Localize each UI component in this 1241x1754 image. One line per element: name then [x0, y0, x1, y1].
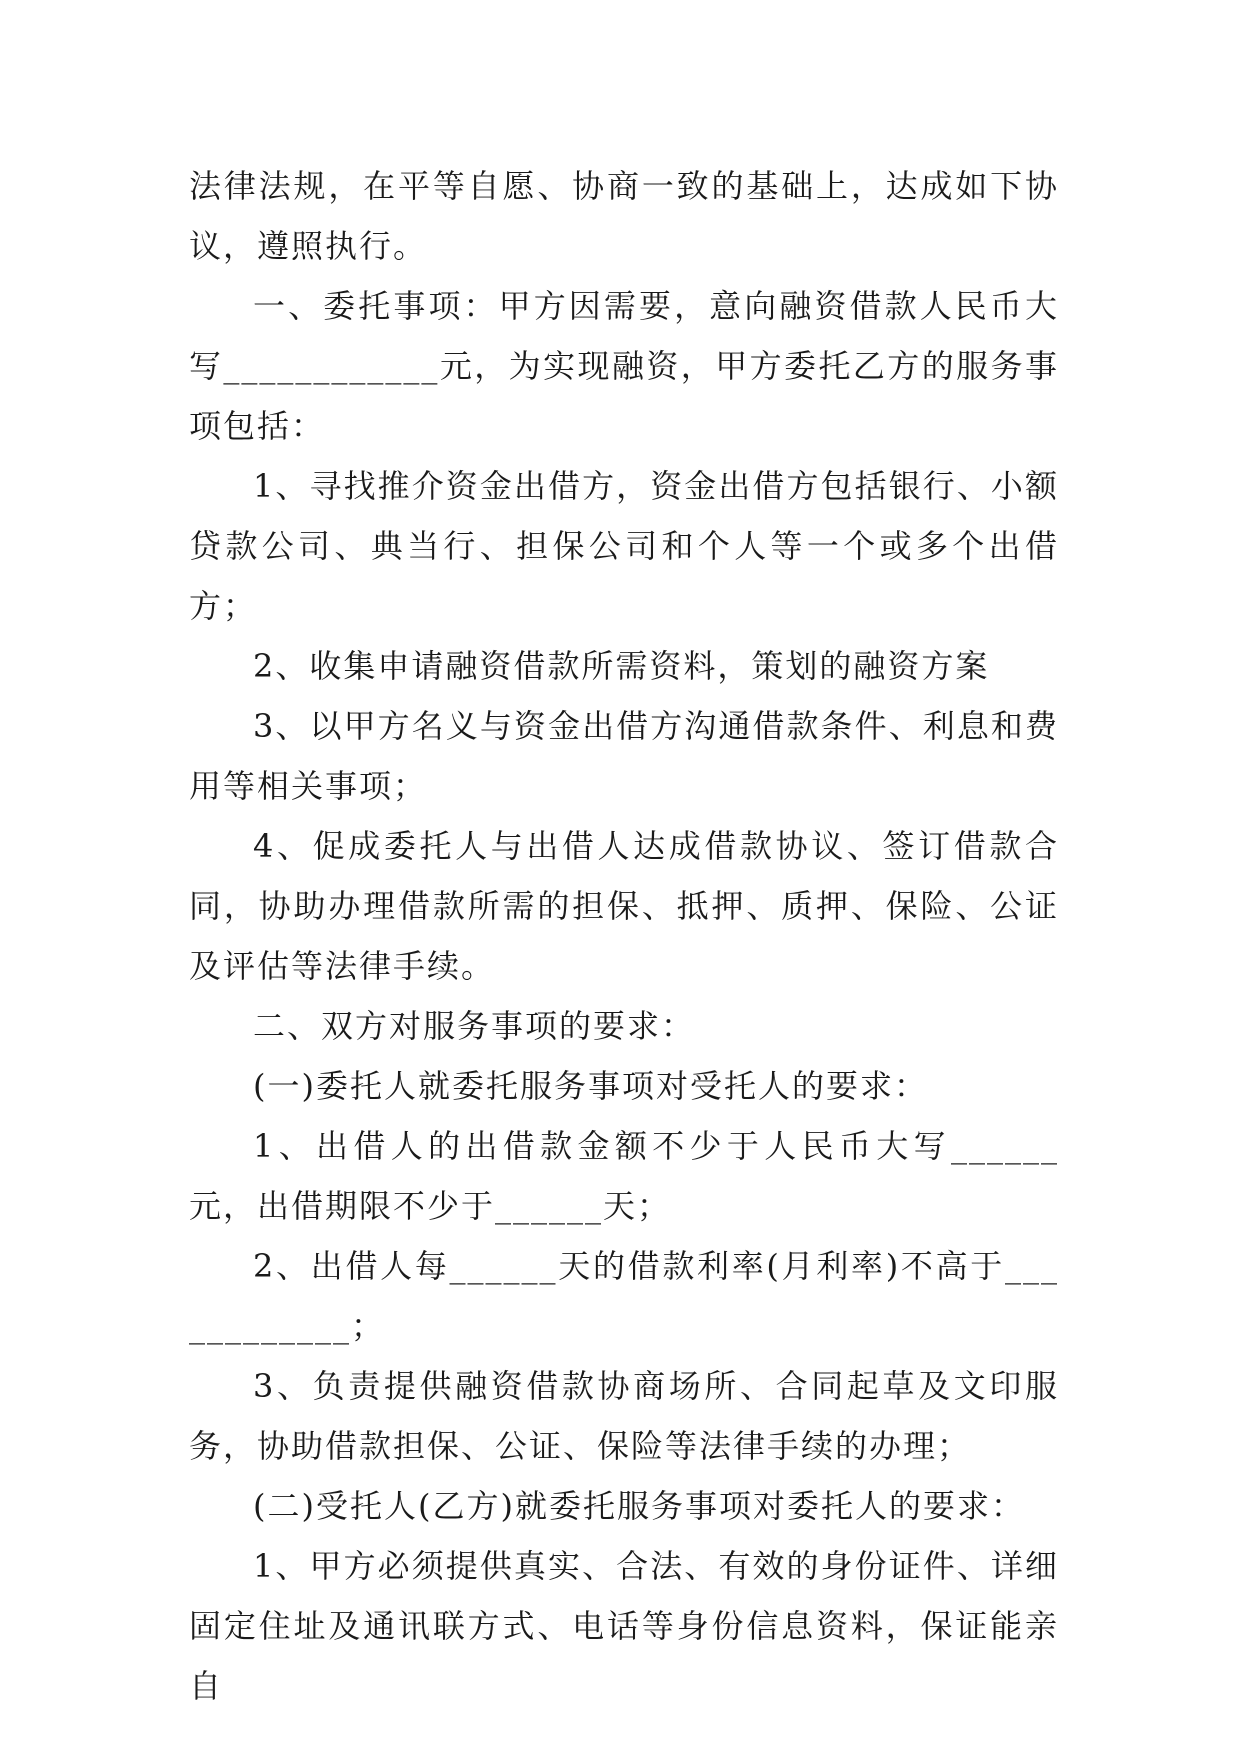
paragraph-6: 4、促成委托人与出借人达成借款协议、签订借款合同，协助办理借款所需的担保、抵押、质押、保险、公证及评估等法律手续。 [189, 827, 1059, 985]
paragraph-5: 3、以甲方名义与资金出借方沟通借款条件、利息和费用等相关事项； [189, 707, 1059, 805]
paragraph-13: 1、甲方必须提供真实、合法、有效的身份证件、详细固定住址及通讯联方式、电话等身份信息资料，保证能亲自 [189, 1547, 1059, 1705]
paragraph-3: 1、寻找推介资金出借方，资金出借方包括银行、小额贷款公司、典当行、担保公司和个人等一个或多个出借方； [189, 467, 1059, 625]
paragraph-10: 2、出借人每______天的借款利率(月利率)不高于____________； [189, 1247, 1059, 1345]
paragraph-9: 1、出借人的出借款金额不少于人民币大写______元，出借期限不少于______天； [189, 1127, 1059, 1225]
paragraph-2: 一、委托事项：甲方因需要，意向融资借款人民币大写____________元，为实现融资，甲方委托乙方的服务事项包括： [189, 287, 1059, 445]
document-body [189, 156, 1059, 1716]
paragraph-4: 2、收集申请融资借款所需资料，策划的融资方案 [253, 647, 990, 685]
paragraph-1: 法律法规，在平等自愿、协商一致的基础上，达成如下协议，遵照执行。 [189, 167, 1059, 265]
paragraph-11: 3、负责提供融资借款协商场所、合同起草及文印服务，协助借款担保、公证、保险等法律手续的办理； [189, 1367, 1059, 1465]
paragraph-7: 二、双方对服务事项的要求： [253, 1007, 696, 1045]
paragraph-12: (二)受托人(乙方)就委托服务事项对委托人的要求： [253, 1487, 1025, 1525]
paragraph-8: (一)委托人就委托服务事项对受托人的要求： [253, 1067, 928, 1105]
